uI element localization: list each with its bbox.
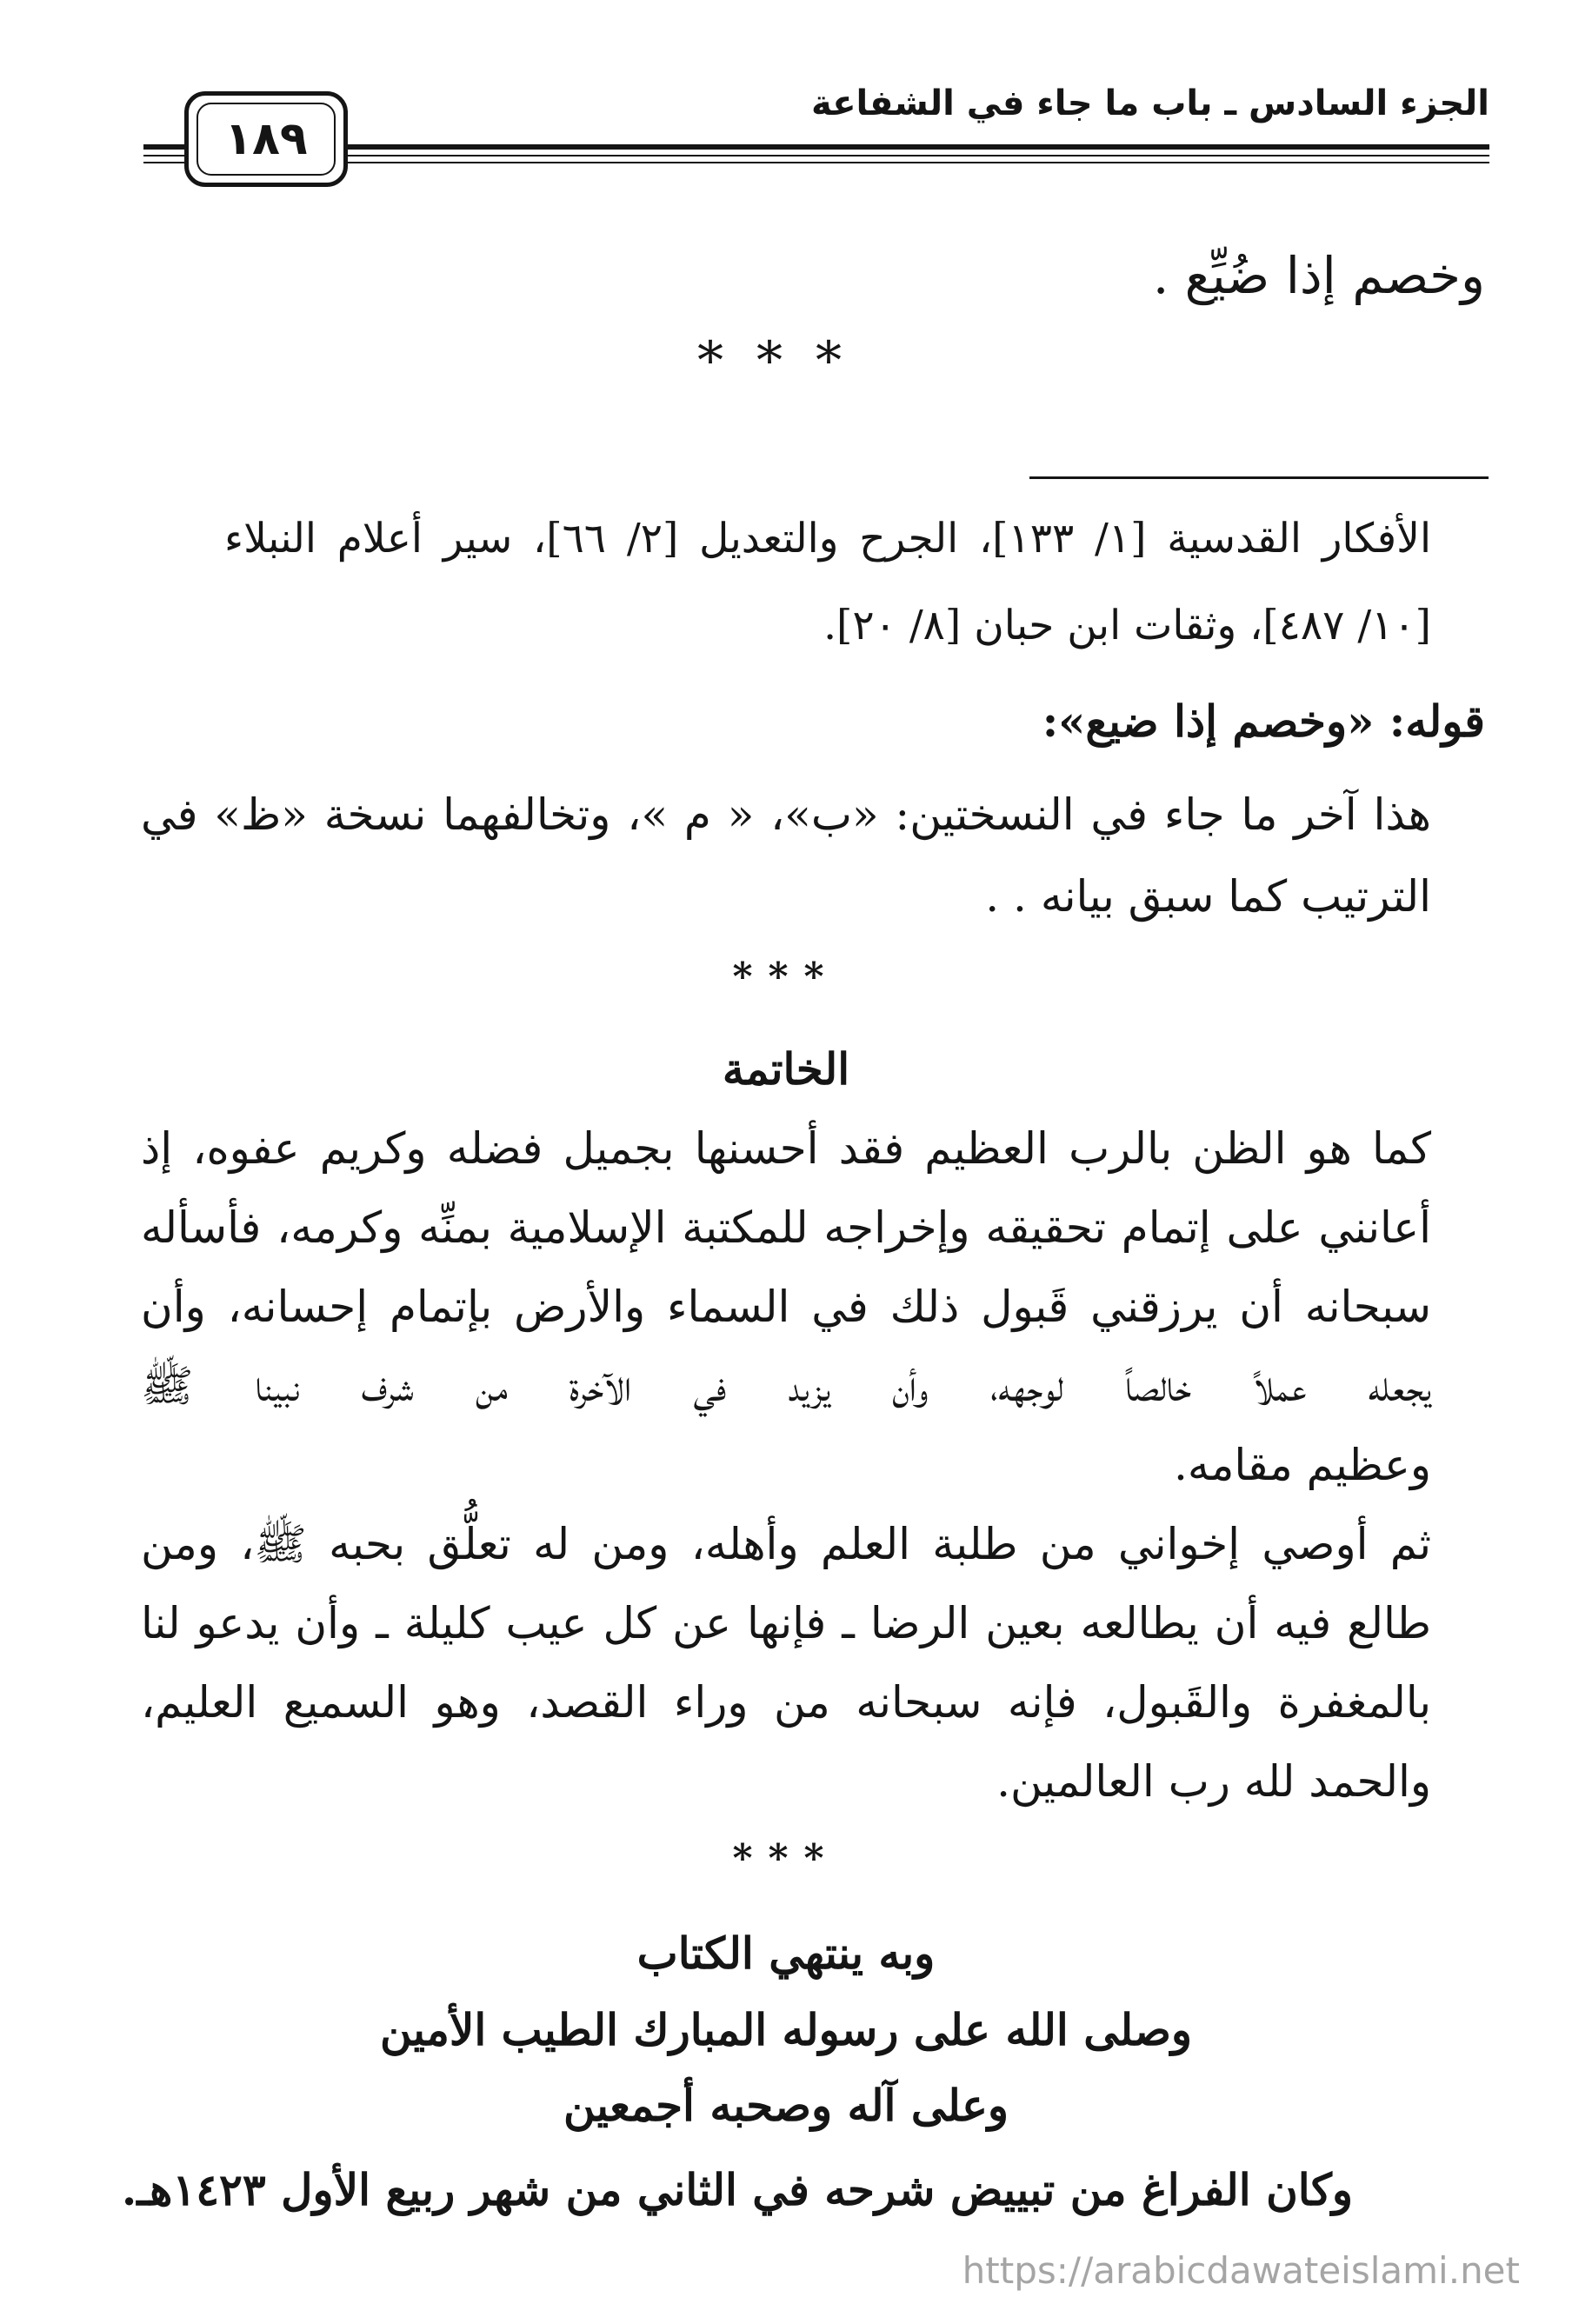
watermark: https://arabicdawateislami.net <box>962 2249 1520 2292</box>
conclusion-line: أعانني على إتمام تحقيقه وإخراجه للمكتبة الإسلامية بمنِّه وكرمه، فأسأله <box>141 1202 1431 1253</box>
separator-stars: *** <box>732 1836 840 1881</box>
commentary-heading: قوله: «وخصم إذا ضيع»: <box>1042 696 1485 747</box>
colophon: وكان الفراغ من تبييض شرحه في الثاني من شهر ربيع الأول ١٤٢٣هـ. <box>121 2164 1353 2215</box>
commentary-line: هذا آخر ما جاء في النسختين: «ب»، « م »، وتخالفهما نسخة «ظ» في <box>141 789 1431 840</box>
closing-line: وبه ينتهي الكتاب <box>636 1928 936 1979</box>
commentary-line: الترتيب كما سبق بيانه . . <box>985 871 1431 922</box>
footnote-line: الأفكار القدسية [١/ ١٣٣]، الجرح والتعديل [٢/ ٦٦]، سير أعلام النبلاء <box>224 515 1431 563</box>
conclusion-line: بالمغفرة والقَبول، فإنه سبحانه من وراء القصد، وهو السميع العليم، <box>141 1677 1431 1728</box>
conclusion-line: كما هو الظن بالرب العظيم فقد أحسنها بجميل فضله وكريم عفوه، إذ <box>141 1123 1431 1174</box>
conclusion-line: والحمد لله رب العالمين. <box>996 1756 1431 1807</box>
conclusion-line: طالع فيه أن يطالعه بعين الرضا ـ فإنها عن كل عيب كليلة ـ وأن يدعو لنا <box>141 1598 1431 1648</box>
separator-stars: *** <box>732 955 840 999</box>
running-title: الجزء السادس ـ باب ما جاء في الشفاعة <box>810 83 1489 123</box>
footnote-line: [١٠/ ٤٨٧]، وثقات ابن حبان [٨/ ٢٠]. <box>823 602 1431 649</box>
conclusion-title: الخاتمة <box>722 1043 850 1095</box>
closing-line: وصلى الله على رسوله المبارك الطيب الأمين <box>379 2004 1193 2055</box>
conclusion-line: يجعله عملاً خالصاً لوجهه، وأن يزيد في الآخرة من شرف نبينا ﷺ <box>141 1361 1431 1411</box>
conclusion-line: وعظيم مقامه. <box>1173 1440 1431 1490</box>
conclusion-line: سبحانه أن يرزقني قَبول ذلك في السماء والأرض بإتمام إحسانه، وأن <box>141 1282 1431 1332</box>
continuation-line: وخصم إذا ضُيِّع . <box>1152 246 1485 305</box>
footnote-rule <box>1029 476 1489 479</box>
closing-line: وعلى آله وصحبه أجمعين <box>563 2080 1009 2131</box>
conclusion-line: ثم أوصي إخواني من طلبة العلم وأهله، ومن له تعلُّق بحبه ﷺ، ومن <box>141 1519 1431 1569</box>
page-number-frame <box>184 91 348 187</box>
separator-stars: *** <box>697 330 875 391</box>
page-number: ١٨٩ <box>196 103 336 176</box>
